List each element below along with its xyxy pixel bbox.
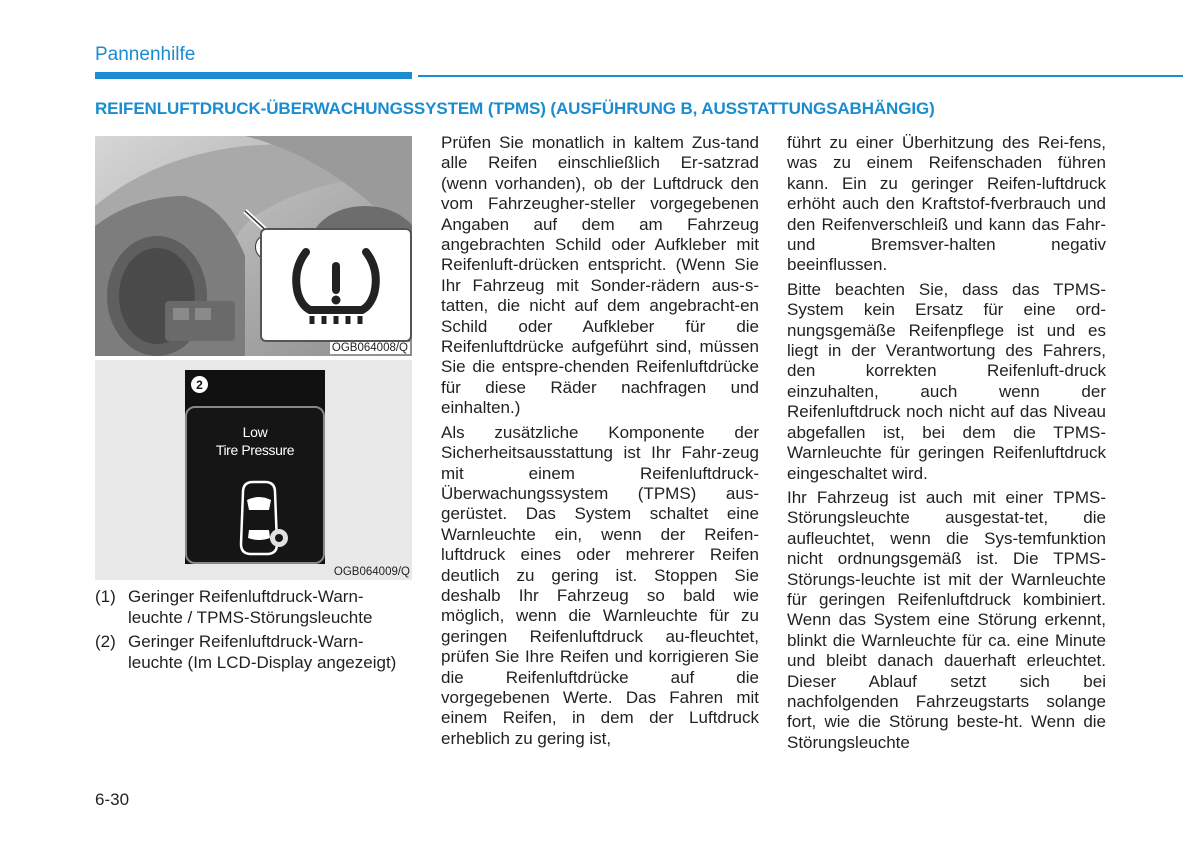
car-top-view-icon [227,478,291,558]
caption-item [95,632,413,673]
tpms-symbol-panel [260,228,412,342]
text-column-right [787,133,1106,757]
lcd-screen [185,370,325,564]
header-rule-thick [95,72,412,79]
paragraph: Ihr Fahrzeug ist auch mit einer TPMS-Störungsleuchte ausgestat-tet, die aufleuchtet, wenn die Sys-temfunktion nicht ordnungsgemäß ist. Die TPMS-Störungs-leuchte ist mit der Warnleuchte für geringen Reifenluftdruck kombiniert. Wenn das System eine Störung erkennt, blinkt die Warnleuchte für ca. eine Minute und bleibt danach dauerhaft erleuchtet. Dieser Ablauf setzt sich bei nachfolgenden Fahrzeugstarts solange fort, wie die Störung beste-ht. Wenn die Störungsleuchte [787,487,1106,752]
section-label: Pannenhilfe [95,44,196,65]
lcd-line-2: Tire Pressure [215,442,295,458]
caption-item [95,587,413,628]
header-rule-thin [418,75,1183,77]
figure-2-code: OGB064009/Q [333,566,410,578]
dashboard-photo [95,136,412,356]
caption-text: Geringer Reifenluftdruck-Warn-leuchte (Im LCD-Display angezeigt) [128,632,397,672]
paragraph: Als zusätzliche Komponente der Sicherheitsausstattung ist Ihr Fahr-zeug mit einem Reifenluftdruck-Überwachungssystem (TPMS) aus-gerüstet. Das System schaltet eine Warnleuchte ein, wenn der Reifen-luftdruck eines oder mehrerer Reifen deutlich zu gering ist. Stoppen Sie deshalb Ihr Fahrzeug so bald wie möglich, wenn die Warnleuchte für zu geringen Reifenluftdruck au-fleuchtet, prüfen Sie Ihre Reifen und korrigieren Sie die Reifenluftdrücke auf die vorgegebenen Werte. Das Fahren mit einem Reifen, in dem der Luftdruck erheblich zu gering ist, [441,422,759,748]
caption-text: Geringer Reifenluftdruck-Warn-leuchte / TPMS-Störungsleuchte [128,587,373,627]
figure-1-code: OGB064008/Q [331,342,408,354]
caption-number: (2) [95,632,116,651]
marker-2-badge: 2 [191,376,208,393]
text-column-middle [441,133,759,753]
tpms-warning-icon [262,230,410,340]
page-heading: REIFENLUFTDRUCK-ÜBERWACHUNGSSYSTEM (TPMS) (AUSFÜHRUNG B, AUSSTATTUNGSABHÄNGIG) [95,99,935,118]
lcd-display-figure [95,360,412,580]
paragraph: Prüfen Sie monatlich in kaltem Zus-tand alle Reifen einschließlich Er-satzrad (wenn vorhanden), ob der Luftdruck den vom Fahrzeugher-steller vorgegebenen Angaben auf dem am Fahrzeug angebrachten Schild oder Aufkleber mit Reifenluft-drücken entspricht. (Wenn Sie Ihr Fahrzeug mit Sonder-rädern aus-s-tatten, die nicht auf dem angebracht-en Schild oder Aufkleber für die Reifenluftdrücke aufgeführt sind, müssen Sie die entspre-chenden Reifenluftdrücke für diese Räder nachfragen und einhalten.) [441,133,759,418]
paragraph: führt zu einer Überhitzung des Rei-fens, was zu einem Reifenschaden führen kann. Ein zu geringer Reifen-luftdruck erhöht auch den Kraftstof-fverbrauch und den Reifenverschleiß und kann das Fahr-und Bremsver-halten negativ beeinflussen. [787,133,1106,275]
page-number: 6-30 [95,790,130,809]
lcd-message-frame [185,406,325,564]
lcd-line-1: Low [242,424,268,440]
paragraph: Bitte beachten Sie, dass das TPMS-System kein Ersatz für eine ord-nungsgemäße Reifenpflege ist und es liegt in der Verantwortung des Fahrers, den korrekten Reifenluft-druck einzuhalten, auch wenn der Reifenluftdruck noch nicht auf das Niveau abgefallen ist, bei dem die TPMS-Warnleuchte für geringen Reifenluftdruck eingeschaltet wird. [787,279,1106,483]
caption-number: (1) [95,587,116,606]
figure-captions [95,587,413,677]
